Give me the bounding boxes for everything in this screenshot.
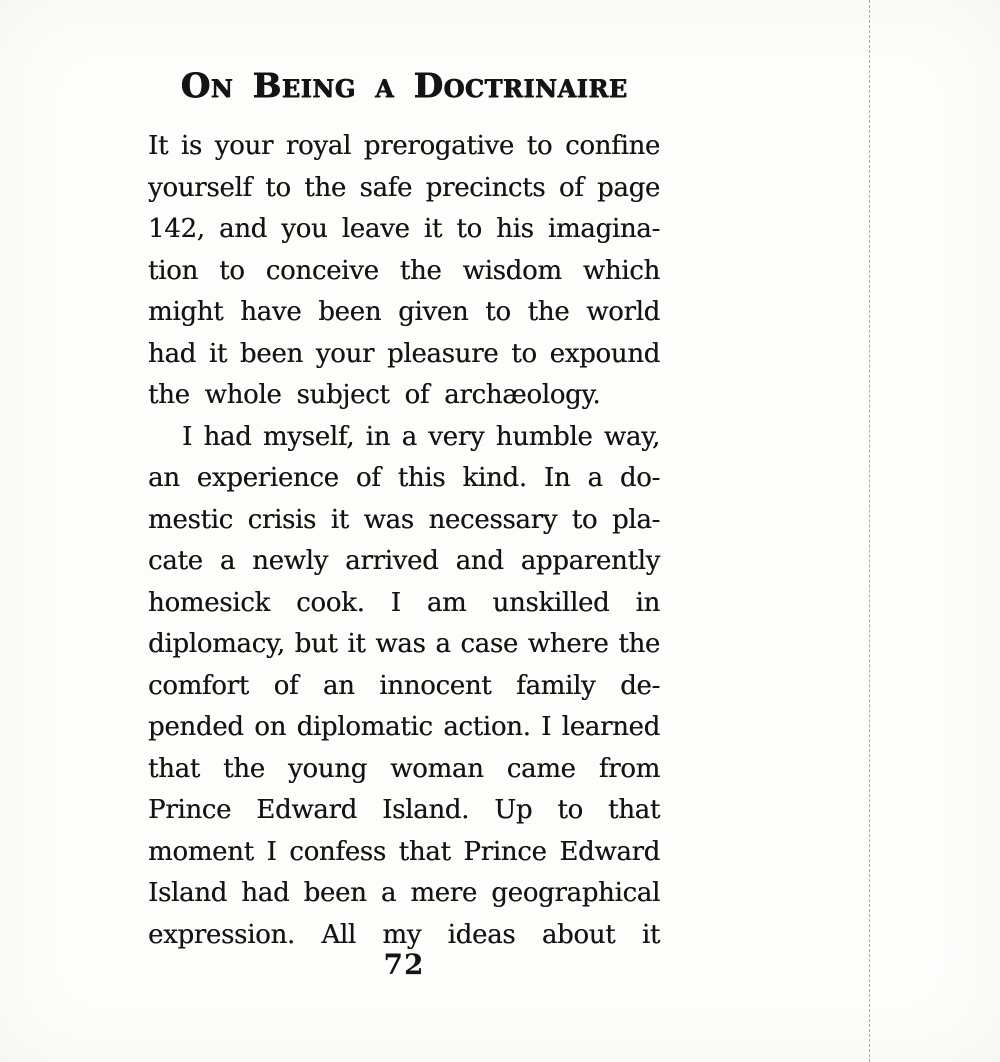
page-title: On Being a Doctrinaire <box>180 66 628 106</box>
text-line: had it been your pleasure to expound <box>148 338 660 369</box>
paragraph <box>148 417 660 957</box>
text-line: Prince Edward Island. Up to that <box>148 795 660 825</box>
text-line: homesick cook. I am unskilled in <box>148 587 660 618</box>
text-line: diplomacy, but it was a case where the <box>148 629 660 659</box>
text-line: expression. All my ideas about it <box>148 919 660 950</box>
page-number: 72 <box>383 948 425 981</box>
text-line: It is your royal prerogative to confine <box>148 131 660 161</box>
text-line: comfort of an innocent family de- <box>148 670 660 701</box>
text-line: mestic crisis it was necessary to pla- <box>148 504 660 535</box>
body-text <box>148 126 660 956</box>
text-line: might have been given to the world <box>148 297 660 327</box>
text-line: the whole subject of archæology. <box>148 380 601 410</box>
paragraph <box>148 126 660 417</box>
text-line: I had myself, in a very humble way, <box>182 421 660 452</box>
text-line: cate a newly arrived and apparently <box>148 546 660 576</box>
text-line: moment I confess that Prince Edward <box>148 836 660 867</box>
text-line: Island had been a mere geographical <box>148 878 660 908</box>
scan-artifact-line <box>869 0 870 1062</box>
text-line: yourself to the safe precincts of page <box>148 172 660 203</box>
text-line: 142, and you leave it to his imagina- <box>148 214 660 244</box>
text-line: pended on diplomatic action. I learned <box>148 712 660 742</box>
text-line: an experience of this kind. In a do- <box>148 463 660 493</box>
text-line: tion to conceive the wisdom which <box>148 255 660 286</box>
text-line: that the young woman came from <box>148 753 660 784</box>
